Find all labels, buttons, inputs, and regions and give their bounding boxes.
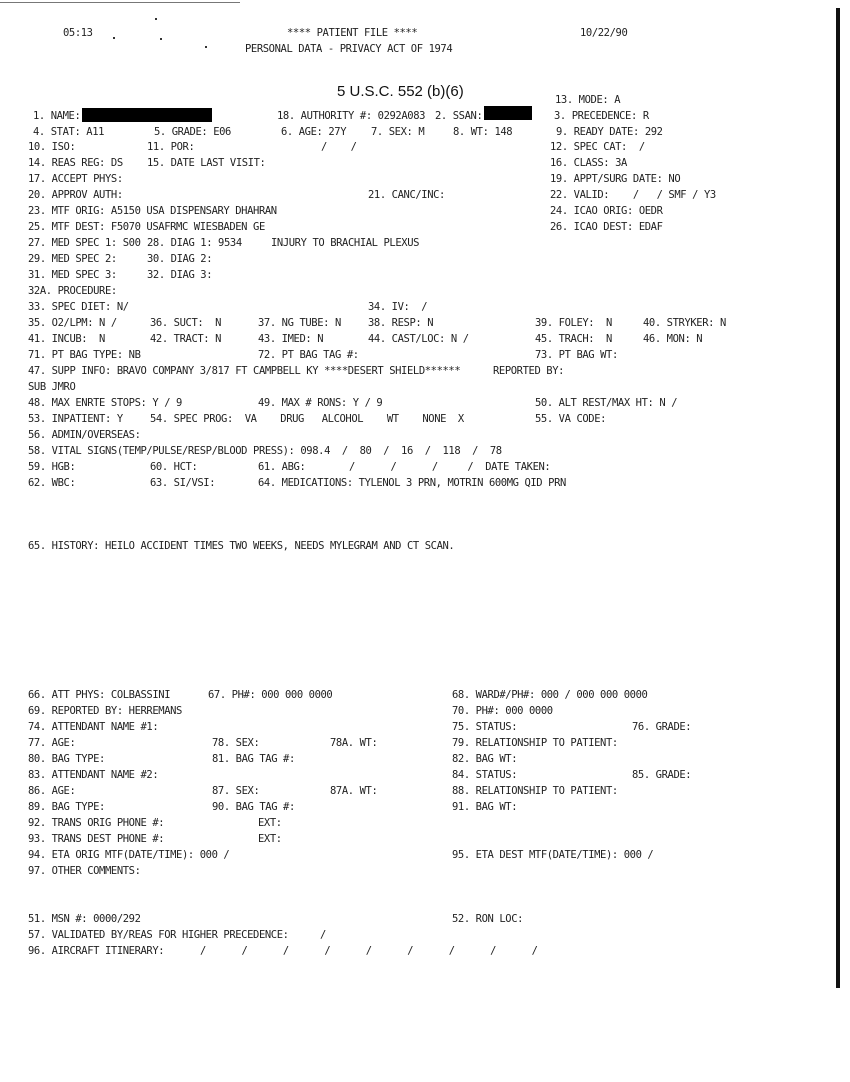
field-reported-by-supp: REPORTED BY: bbox=[493, 365, 565, 377]
field-att-phys-phone: 67. PH#: 000 000 0000 bbox=[208, 689, 333, 701]
field-mon: 46. MON: N bbox=[643, 333, 703, 345]
field-eta-orig: 94. ETA ORIG MTF(DATE/TIME): 000 / bbox=[28, 849, 230, 861]
field-attendant-2-age: 86. AGE: bbox=[28, 785, 76, 797]
field-icao-dest: 26. ICAO DEST: EDAF bbox=[550, 221, 663, 233]
field-max-rons: 49. MAX # RONS: Y / 9 bbox=[258, 397, 383, 409]
scan-speck bbox=[205, 46, 207, 48]
field-reported-by: 69. REPORTED BY: HERREMANS bbox=[28, 705, 182, 717]
field-attendant-1-bag-tag: 81. BAG TAG #: bbox=[212, 753, 295, 765]
field-attendant-1-wt: 78A. WT: bbox=[330, 737, 378, 749]
field-appt-surg-date: 19. APPT/SURG DATE: NO bbox=[550, 173, 681, 185]
field-diag-3: 32. DIAG 3: bbox=[147, 269, 213, 281]
redacted-name bbox=[82, 108, 212, 122]
field-spec-cat: 12. SPEC CAT: / bbox=[550, 141, 645, 153]
scan-top-rule bbox=[0, 2, 240, 3]
field-spec-diet: 33. SPEC DIET: N/ bbox=[28, 301, 129, 313]
field-stryker: 40. STRYKER: N bbox=[643, 317, 726, 329]
field-por-date: / / bbox=[321, 141, 357, 153]
field-attendant-1: 74. ATTENDANT NAME #1: bbox=[28, 721, 159, 733]
field-msn: 51. MSN #: 0000/292 bbox=[28, 913, 141, 925]
field-inpatient: 53. INPATIENT: Y bbox=[28, 413, 123, 425]
field-attendant-2-relationship: 88. RELATIONSHIP TO PATIENT: bbox=[452, 785, 618, 797]
field-attendant-1-relationship: 79. RELATIONSHIP TO PATIENT: bbox=[452, 737, 618, 749]
field-medications: 64. MEDICATIONS: TYLENOL 3 PRN, MOTRIN 600MG QID PRN bbox=[258, 477, 566, 489]
field-mode: 13. MODE: A bbox=[555, 94, 621, 106]
field-max-enrte-stops: 48. MAX ENRTE STOPS: Y / 9 bbox=[28, 397, 182, 409]
field-aircraft-itinerary: 96. AIRCRAFT ITINERARY: bbox=[28, 945, 165, 957]
field-trach: 45. TRACH: N bbox=[535, 333, 612, 345]
field-attendant-2-bag-wt: 91. BAG WT: bbox=[452, 801, 518, 813]
field-ward-phone: 68. WARD#/PH#: 000 / 000 000 0000 bbox=[452, 689, 648, 701]
field-spec-prog: 54. SPEC PROG: VA DRUG ALCOHOL WT NONE X bbox=[150, 413, 464, 425]
field-hgb: 59. HGB: bbox=[28, 461, 76, 473]
field-trans-orig-phone: 92. TRANS ORIG PHONE #: bbox=[28, 817, 165, 829]
field-mtf-orig: 23. MTF ORIG: A5150 USA DISPENSARY DHAHRAN bbox=[28, 205, 277, 217]
field-attendant-1-grade: 76. GRADE: bbox=[632, 721, 692, 733]
field-diag-2: 30. DIAG 2: bbox=[147, 253, 213, 265]
document-subtitle: PERSONAL DATA - PRIVACY ACT OF 1974 bbox=[245, 43, 453, 55]
field-diag-1: 28. DIAG 1: 9534 bbox=[147, 237, 242, 249]
field-cast-loc: 44. CAST/LOC: N / bbox=[368, 333, 469, 345]
field-reporter-phone: 70. PH#: 000 0000 bbox=[452, 705, 553, 717]
field-precedence: 3. PRECEDENCE: R bbox=[554, 110, 649, 122]
foia-exemption-stamp: 5 U.S.C. 552 (b)(6) bbox=[337, 83, 464, 100]
field-aircraft-itinerary-slots: / / / / / / / / / bbox=[200, 945, 538, 957]
field-o2-lpm: 35. O2/LPM: N / bbox=[28, 317, 117, 329]
field-attendant-2-grade: 85. GRADE: bbox=[632, 769, 692, 781]
field-attendant-1-bag-type: 80. BAG TYPE: bbox=[28, 753, 105, 765]
field-med-spec-3: 31. MED SPEC 3: bbox=[28, 269, 117, 281]
field-attendant-2-wt: 87A. WT: bbox=[330, 785, 378, 797]
field-att-phys: 66. ATT PHYS: COLBASSINI bbox=[28, 689, 171, 701]
field-approv-auth: 20. APPROV AUTH: bbox=[28, 189, 123, 201]
field-grade: 5. GRADE: E06 bbox=[154, 126, 231, 138]
scan-edge-shadow bbox=[836, 8, 840, 988]
field-eta-dest: 95. ETA DEST MTF(DATE/TIME): 000 / bbox=[452, 849, 654, 861]
print-time: 05:13 bbox=[63, 27, 93, 39]
field-age: 6. AGE: 27Y bbox=[281, 126, 347, 138]
print-date: 10/22/90 bbox=[580, 27, 628, 39]
field-attendant-2-bag-type: 89. BAG TYPE: bbox=[28, 801, 105, 813]
field-hct: 60. HCT: bbox=[150, 461, 198, 473]
field-sub: SUB JMRO bbox=[28, 381, 76, 393]
field-ssan: 2. SSAN: bbox=[435, 110, 483, 122]
field-icao-orig: 24. ICAO ORIG: OEDR bbox=[550, 205, 663, 217]
field-incub: 41. INCUB: N bbox=[28, 333, 105, 345]
field-trans-orig-ext: EXT: bbox=[258, 817, 282, 829]
field-suct: 36. SUCT: N bbox=[150, 317, 222, 329]
field-canc-inc: 21. CANC/INC: bbox=[368, 189, 445, 201]
field-name: 1. NAME: bbox=[33, 110, 81, 122]
field-attendant-1-sex: 78. SEX: bbox=[212, 737, 260, 749]
field-trans-dest-phone: 93. TRANS DEST PHONE #: bbox=[28, 833, 165, 845]
field-admin-overseas: 56. ADMIN/OVERSEAS: bbox=[28, 429, 141, 441]
field-reas-reg: 14. REAS REG: DS bbox=[28, 157, 123, 169]
field-si-vsi: 63. SI/VSI: bbox=[150, 477, 216, 489]
field-mtf-dest: 25. MTF DEST: F5070 USAFRMC WIESBADEN GE bbox=[28, 221, 265, 233]
field-class: 16. CLASS: 3A bbox=[550, 157, 627, 169]
field-supp-info: 47. SUPP INFO: BRAVO COMPANY 3/817 FT CAMPBELL KY ****DESERT SHIELD****** bbox=[28, 365, 461, 377]
scan-speck bbox=[113, 37, 115, 39]
field-accept-phys: 17. ACCEPT PHYS: bbox=[28, 173, 123, 185]
field-wbc: 62. WBC: bbox=[28, 477, 76, 489]
field-por: 11. POR: bbox=[147, 141, 195, 153]
field-validated-by: 57. VALIDATED BY/REAS FOR HIGHER PRECEDENCE: bbox=[28, 929, 289, 941]
field-trans-dest-ext: EXT: bbox=[258, 833, 282, 845]
field-history: 65. HISTORY: HEILO ACCIDENT TIMES TWO WEEKS, NEEDS MYLEGRAM AND CT SCAN. bbox=[28, 540, 455, 552]
field-attendant-2-bag-tag: 90. BAG TAG #: bbox=[212, 801, 295, 813]
field-valid: 22. VALID: / / SMF / Y3 bbox=[550, 189, 716, 201]
field-weight: 8. WT: 148 bbox=[453, 126, 513, 138]
field-other-comments: 97. OTHER COMMENTS: bbox=[28, 865, 141, 877]
field-vital-signs: 58. VITAL SIGNS(TEMP/PULSE/RESP/BLOOD PRESS): 098.4 / 80 / 16 / 118 / 78 bbox=[28, 445, 502, 457]
field-imed: 43. IMED: N bbox=[258, 333, 324, 345]
scan-speck bbox=[160, 38, 162, 40]
redacted-ssan bbox=[484, 106, 532, 120]
scan-speck bbox=[155, 18, 157, 20]
field-iv: 34. IV: / bbox=[368, 301, 428, 313]
field-attendant-1-bag-wt: 82. BAG WT: bbox=[452, 753, 518, 765]
field-iso: 10. ISO: bbox=[28, 141, 76, 153]
field-attendant-1-status: 75. STATUS: bbox=[452, 721, 518, 733]
field-stat: 4. STAT: A11 bbox=[33, 126, 105, 138]
field-foley: 39. FOLEY: N bbox=[535, 317, 612, 329]
field-attendant-2: 83. ATTENDANT NAME #2: bbox=[28, 769, 159, 781]
field-attendant-2-status: 84. STATUS: bbox=[452, 769, 518, 781]
field-date-last-visit: 15. DATE LAST VISIT: bbox=[147, 157, 266, 169]
field-abg: 61. ABG: bbox=[258, 461, 306, 473]
field-attendant-2-sex: 87. SEX: bbox=[212, 785, 260, 797]
field-ron-loc: 52. RON LOC: bbox=[452, 913, 524, 925]
field-tract: 42. TRACT: N bbox=[150, 333, 222, 345]
field-ready-date: 9. READY DATE: 292 bbox=[556, 126, 663, 138]
document-title: **** PATIENT FILE **** bbox=[287, 27, 418, 39]
field-resp: 38. RESP: N bbox=[368, 317, 434, 329]
field-pt-bag-tag: 72. PT BAG TAG #: bbox=[258, 349, 359, 361]
field-ng-tube: 37. NG TUBE: N bbox=[258, 317, 341, 329]
field-date-taken: / / / / DATE TAKEN: bbox=[349, 461, 551, 473]
field-med-spec-2: 29. MED SPEC 2: bbox=[28, 253, 117, 265]
field-authority: 18. AUTHORITY #: 0292A083 bbox=[277, 110, 426, 122]
field-pt-bag-wt: 73. PT BAG WT: bbox=[535, 349, 618, 361]
field-validated-by-value: / bbox=[320, 929, 326, 941]
field-pt-bag-type: 71. PT BAG TYPE: NB bbox=[28, 349, 141, 361]
field-sex: 7. SEX: M bbox=[371, 126, 425, 138]
field-va-code: 55. VA CODE: bbox=[535, 413, 607, 425]
field-med-spec-1: 27. MED SPEC 1: S00 bbox=[28, 237, 141, 249]
field-attendant-1-age: 77. AGE: bbox=[28, 737, 76, 749]
field-diag-1-desc: INJURY TO BRACHIAL PLEXUS bbox=[271, 237, 420, 249]
field-procedure: 32A. PROCEDURE: bbox=[28, 285, 117, 297]
field-alt-rest: 50. ALT REST/MAX HT: N / bbox=[535, 397, 678, 409]
